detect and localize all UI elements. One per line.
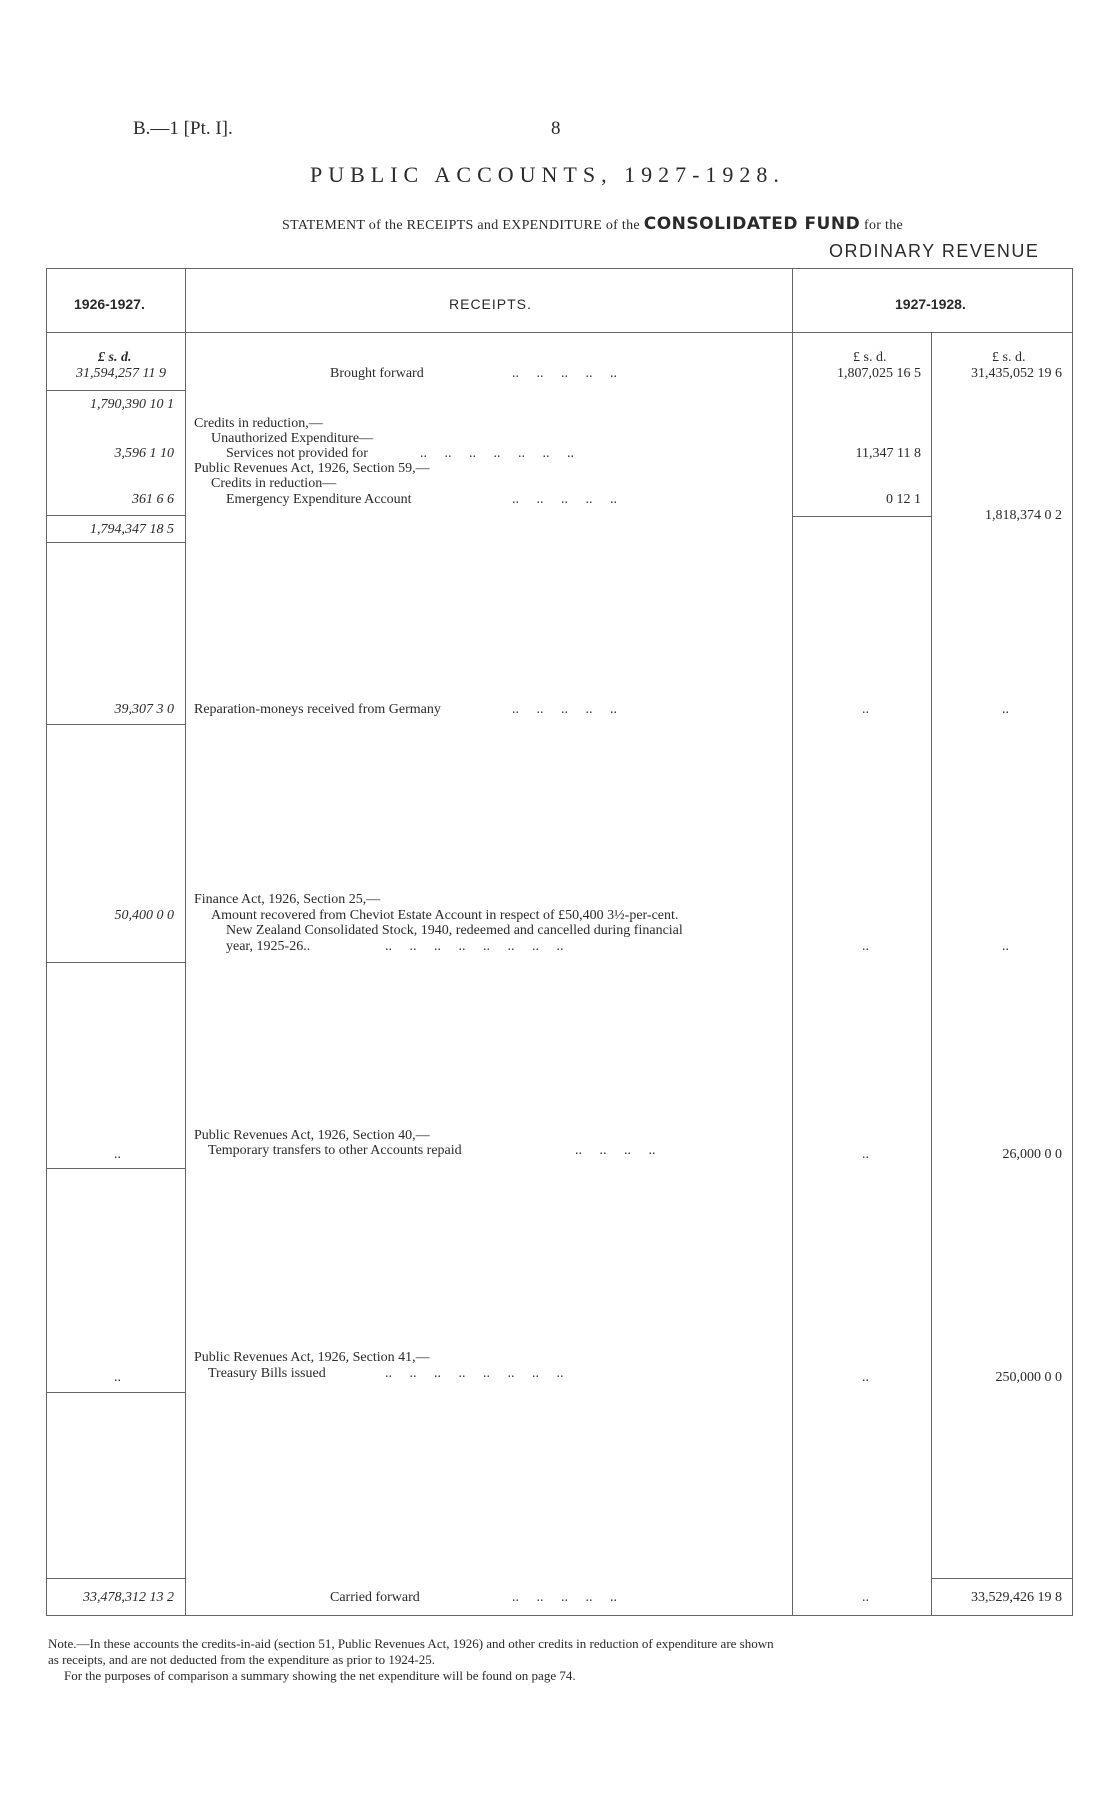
brought-forward-curr-b: 31,435,052 19 6 <box>971 366 1062 381</box>
rule <box>46 390 185 391</box>
section-40-prev: .. <box>114 1147 121 1162</box>
table-bottom-rule <box>46 1615 1073 1616</box>
finance-act-line-2: Amount recovered from Cheviot Estate Account in respect of £50,400 3½-per-cent. <box>211 908 679 923</box>
leader-dots: .. .. .. .. .. .. .. <box>420 446 574 461</box>
emergency-expenditure-curr: 0 12 1 <box>886 492 921 507</box>
finance-act-curr-a: .. <box>862 939 869 954</box>
section-40-curr-a: .. <box>862 1147 869 1162</box>
reparation-curr-b: .. <box>1002 702 1009 717</box>
finance-act-line-1: Finance Act, 1926, Section 25,— <box>194 892 381 907</box>
rule <box>46 1578 185 1579</box>
subtitle-fund-name: CONSOLIDATED FUND <box>643 214 861 234</box>
credits-total-curr: 1,818,374 0 2 <box>985 508 1062 523</box>
leader-dots: .. .. .. .. .. .. .. .. <box>385 939 564 954</box>
column-header-1927-1928: 1927-1928. <box>895 296 966 312</box>
brought-forward-label: Brought forward <box>330 366 424 381</box>
header-bottom-rule <box>46 332 1073 333</box>
credits-line-1: Credits in reduction,— <box>194 416 323 431</box>
note-line-2: as receipts, and are not deducted from the expenditure as prior to 1924-25. <box>48 1652 435 1667</box>
carried-forward-curr-a: .. <box>862 1590 869 1605</box>
section-41-curr-b: 250,000 0 0 <box>995 1370 1062 1385</box>
note-line-3: For the purposes of comparison a summary showing the net expenditure will be found on page 74. <box>64 1668 576 1683</box>
leader-dots: .. .. .. .. .. <box>512 366 617 381</box>
page-title: PUBLIC ACCOUNTS, 1927-1928. <box>310 162 785 187</box>
section-41-line-2: Treasury Bills issued <box>208 1366 326 1381</box>
units-prev: £ s. d. <box>98 350 132 365</box>
divider-receipts <box>792 268 793 1615</box>
leader-dots: .. .. .. .. .. <box>512 1590 617 1605</box>
column-header-receipts: RECEIPTS. <box>449 296 532 312</box>
carried-forward-prev: 33,478,312 13 2 <box>83 1590 174 1605</box>
leader-dots: .. .. .. .. <box>575 1143 656 1158</box>
credits-line-2: Unauthorized Expenditure— <box>211 431 374 446</box>
credits-total-prev: 1,794,347 18 5 <box>90 522 174 537</box>
subtitle-prefix: STATEMENT of the RECEIPTS and EXPENDITURE of the <box>282 218 640 233</box>
rule <box>46 515 185 516</box>
units-curr-a: £ s. d. <box>853 350 887 365</box>
carried-forward-label: Carried forward <box>330 1590 420 1605</box>
leader-dots: .. .. .. .. .. <box>512 492 617 507</box>
reparation-curr-a: .. <box>862 702 869 717</box>
document-reference: B.—1 [Pt. I]. <box>133 118 233 139</box>
section-41-curr-a: .. <box>862 1370 869 1385</box>
table-top-rule <box>46 268 1073 269</box>
carried-forward-curr-b: 33,529,426 19 8 <box>971 1590 1062 1605</box>
section-41-prev: .. <box>114 1370 121 1385</box>
credits-line-6: Emergency Expenditure Account <box>226 492 412 507</box>
reparation-prev: 39,307 3 0 <box>114 702 174 717</box>
column-header-1926-1927: 1926-1927. <box>74 296 145 312</box>
statement-subtitle <box>282 214 903 234</box>
rule <box>46 1168 185 1169</box>
section-40-line-1: Public Revenues Act, 1926, Section 40,— <box>194 1128 430 1143</box>
rule <box>931 1578 1072 1579</box>
section-40-curr-b: 26,000 0 0 <box>1002 1147 1062 1162</box>
credits-line-4: Public Revenues Act, 1926, Section 59,— <box>194 461 430 476</box>
emergency-expenditure-prev: 361 6 6 <box>132 492 174 507</box>
credits-line-5: Credits in reduction— <box>211 476 337 491</box>
brought-forward-prev: 31,594,257 11 9 <box>76 366 166 381</box>
finance-act-prev: 50,400 0 0 <box>114 908 174 923</box>
brought-forward-curr-a: 1,807,025 16 5 <box>837 366 921 381</box>
finance-act-curr-b: .. <box>1002 939 1009 954</box>
finance-act-line-3: New Zealand Consolidated Stock, 1940, redeemed and cancelled during financial <box>226 923 683 938</box>
divider-prev-year <box>185 268 186 1615</box>
credits-line-3: Services not provided for <box>226 446 368 461</box>
right-border <box>1072 268 1073 1615</box>
leader-dots: .. .. .. .. .. <box>512 702 617 717</box>
section-41-line-1: Public Revenues Act, 1926, Section 41,— <box>194 1350 430 1365</box>
divider-curr-year <box>931 332 932 1615</box>
units-curr-b: £ s. d. <box>992 350 1026 365</box>
services-not-provided-curr: 11,347 11 8 <box>855 446 921 461</box>
leader-dots: .. .. .. .. .. .. .. .. <box>385 1366 564 1381</box>
left-border <box>46 268 47 1615</box>
rule <box>46 1392 185 1393</box>
reparation-label: Reparation-moneys received from Germany <box>194 702 441 717</box>
note-line-1: Note.—In these accounts the credits-in-aid (section 51, Public Revenues Act, 1926) and other credits in reduction of expenditure are shown <box>48 1636 774 1651</box>
ordinary-revenue-heading: ORDINARY REVENUE <box>829 241 1040 261</box>
section-40-line-2: Temporary transfers to other Accounts repaid <box>208 1143 462 1158</box>
finance-act-line-4: year, 1925-26.. <box>226 939 311 954</box>
subtitle-suffix: for the <box>864 218 904 233</box>
rule <box>792 516 931 517</box>
rule <box>46 962 185 963</box>
rule <box>46 724 185 725</box>
rule <box>46 542 185 543</box>
credits-subtotal-prev: 1,790,390 10 1 <box>90 397 174 412</box>
page-number: 8 <box>551 118 561 139</box>
services-not-provided-prev: 3,596 1 10 <box>114 446 174 461</box>
